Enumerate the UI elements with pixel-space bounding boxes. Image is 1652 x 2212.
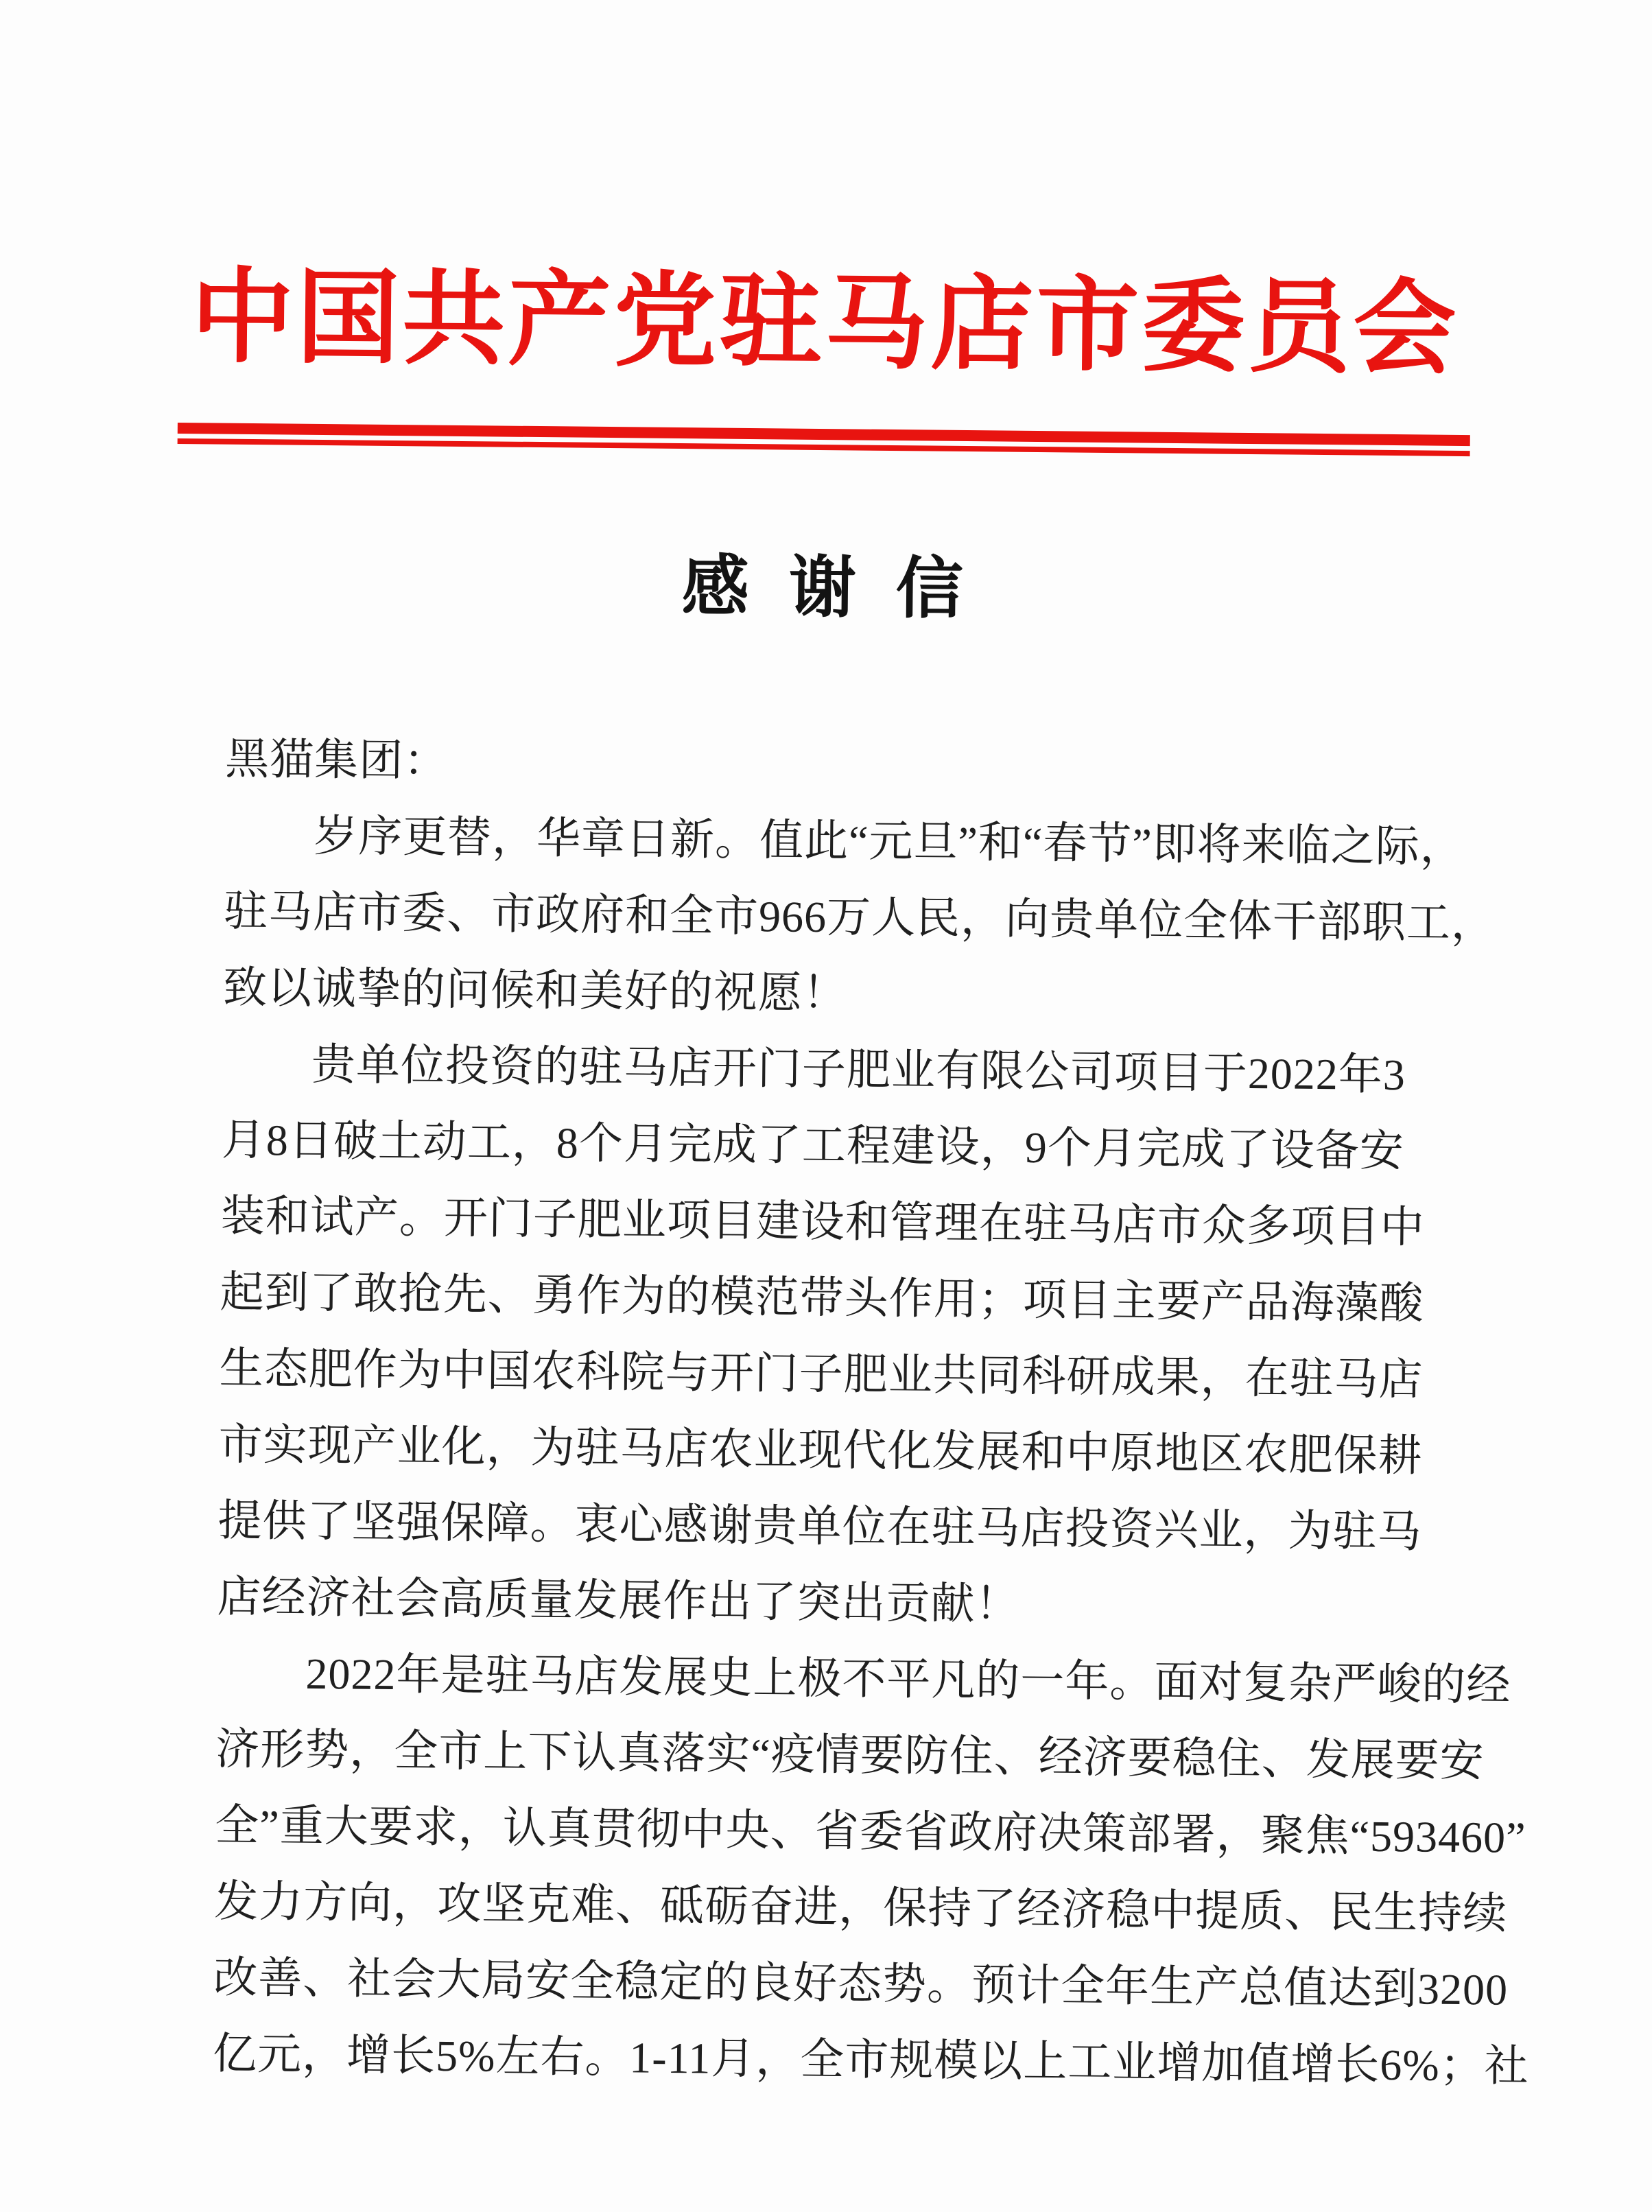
letter-line: 生态肥作为中国农科院与开门子肥业共同科研成果，在驻马店: [219, 1343, 1424, 1404]
letter-line: 装和试产。开门子肥业项目建设和管理在驻马店市众多项目中: [220, 1191, 1426, 1252]
letter-line: 市实现产业化，为驻马店农业现代化发展和中原地区农肥保耕: [218, 1420, 1423, 1481]
letter-line: 亿元，增长5%左右。1-11月，全市规模以上工业增加值增长6%；社: [212, 2029, 1529, 2091]
letterhead-organization: 中国共产党驻马店市委员会: [190, 256, 1460, 389]
letterhead-rule: [178, 423, 1470, 456]
letter-line: 济形势，全市上下认真落实“疫情要防住、经济要稳住、发展要安: [215, 1724, 1485, 1786]
letter-body: [213, 721, 1647, 2106]
letter-line: 改善、社会大局安全稳定的良好态势。预计全年生产总值达到3200: [213, 1953, 1509, 2014]
letter-line: 提供了坚强保障。衷心感谢贵单位在驻马店投资兴业，为驻马: [217, 1496, 1422, 1557]
letter-line: 全”重大要求，认真贯彻中央、省委省政府决策部署，聚焦“593460”: [214, 1800, 1526, 1862]
letter-line: 黑猫集团：: [224, 734, 449, 786]
letter-line: 致以诚挚的问候和美好的祝愿！: [222, 963, 848, 1018]
letter-line: 2022年是驻马店发展史上极不平凡的一年。面对复杂严峻的经: [216, 1648, 1511, 1710]
letter-line: 发力方向，攻坚克难、砥砺奋进，保持了经济稳中提质、民生持续: [213, 1876, 1508, 1938]
letter-line: 岁序更替，华章日新。值此“元旦”和“春节”即将来临之际，: [224, 810, 1465, 872]
letter-line: 月8日破土动工，8个月完成了工程建设，9个月完成了设备安: [221, 1115, 1405, 1176]
letter-title: 感谢信: [681, 550, 1004, 628]
letter-line: 贵单位投资的驻马店开门子肥业有限公司项目于2022年3: [222, 1039, 1406, 1100]
letter-line: 起到了敢抢先、勇作为的模范带头作用；项目主要产品海藻酸: [220, 1267, 1425, 1328]
letter-line: 店经济社会高质量发展作出了突出贡献！: [217, 1572, 1020, 1629]
letter-line: 驻马店市委、市政府和全市966万人民，向贵单位全体干部职工，: [223, 886, 1496, 948]
